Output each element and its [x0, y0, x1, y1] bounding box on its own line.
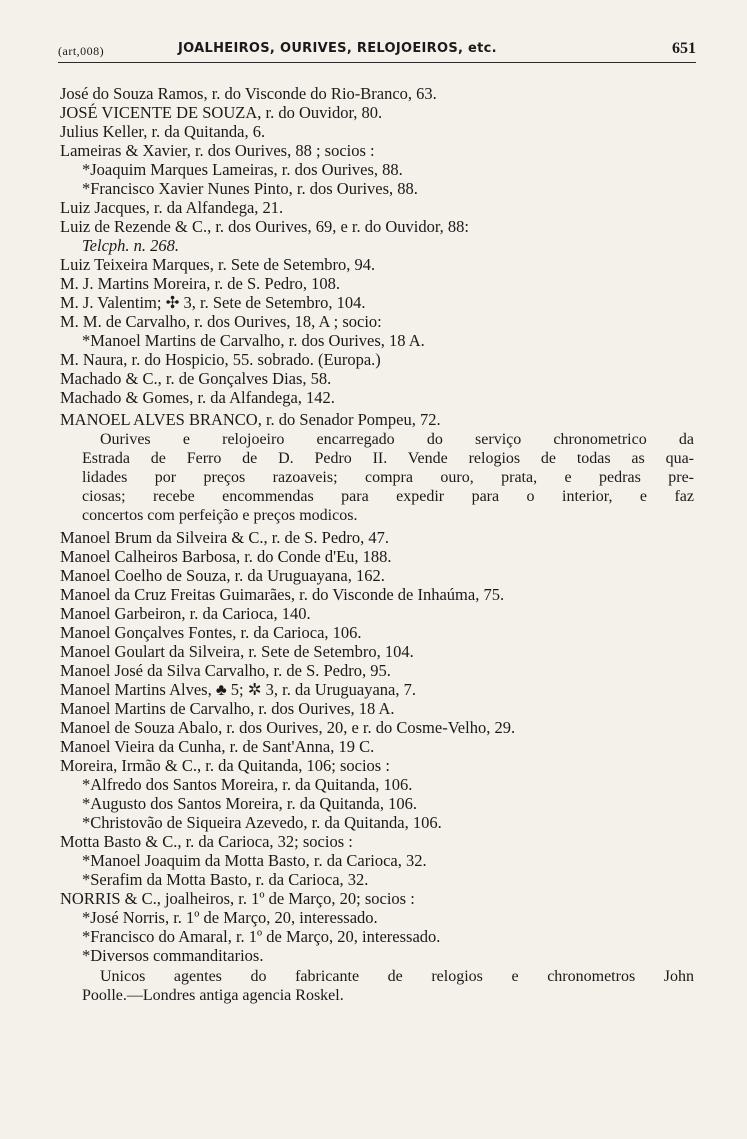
description-line: Estrada de Ferro de D. Pedro II. Vende relogios de todas as qua-	[82, 450, 694, 467]
partner-line: *Joaquim Marques Lameiras, r. dos Ourives, 88.	[82, 160, 403, 179]
description-line: ciosas; recebe encommendas para expedir para o interior, e faz	[82, 488, 694, 505]
partner-line: *Christovão de Siqueira Azevedo, r. da Quitanda, 106.	[82, 813, 442, 832]
entry-line: Manoel Calheiros Barbosa, r. do Conde d'Eu, 188.	[60, 547, 392, 566]
entry-line: Manoel Martins Alves, ♣ 5; ✲ 3, r. da Uruguayana, 7.	[60, 680, 416, 699]
entry-line: Manoel Garbeiron, r. da Carioca, 140.	[60, 604, 311, 623]
description-line: Ourives e relojoeiro encarregado do serviço chronometrico da	[100, 431, 694, 448]
entry-line: Manoel da Cruz Freitas Guimarães, r. do Visconde de Inhaúma, 75.	[60, 585, 505, 604]
entry-line: Manoel Martins de Carvalho, r. dos Ourives, 18 A.	[60, 699, 395, 718]
partner-line: *Serafim da Motta Basto, r. da Carioca, 32.	[82, 870, 369, 889]
entry-line: Machado & C., r. de Gonçalves Dias, 58.	[60, 369, 332, 388]
entry-line: Moreira, Irmão & C., r. da Quitanda, 106; socios :	[60, 756, 390, 775]
partner-line: *Francisco Xavier Nunes Pinto, r. dos Ourives, 88.	[82, 179, 418, 198]
entry-line: José do Souza Ramos, r. do Visconde do Rio-Branco, 63.	[60, 84, 437, 103]
entry-line: Luiz Teixeira Marques, r. Sete de Setembro, 94.	[60, 255, 376, 274]
partner-line: *Augusto dos Santos Moreira, r. da Quitanda, 106.	[82, 794, 418, 813]
header-section-mark: (art,008)	[58, 44, 105, 58]
entry-line: Manoel Brum da Silveira & C., r. de S. Pedro, 47.	[60, 528, 390, 547]
entry-line: Julius Keller, r. da Quitanda, 6.	[60, 122, 266, 141]
entry-line: Luiz Jacques, r. da Alfandega, 21.	[60, 198, 284, 217]
entry-line: Manoel Goulart da Silveira, r. Sete de Setembro, 104.	[60, 642, 414, 661]
telephone-line: Telcph. n. 268.	[82, 236, 180, 255]
entry-line: Luiz de Rezende & C., r. dos Ourives, 69, e r. do Ouvidor, 88:	[60, 217, 470, 236]
entry-line: MANOEL ALVES BRANCO, r. do Senador Pompeu, 72.	[60, 410, 441, 429]
entry-line: Manoel de Souza Abalo, r. dos Ourives, 20, e r. do Cosme-Velho, 29.	[60, 718, 516, 737]
entry-line: M. M. de Carvalho, r. dos Ourives, 18, A ; socio:	[60, 312, 382, 331]
entry-line: NORRIS & C., joalheiros, r. 1º de Março, 20; socios :	[60, 889, 415, 908]
entry-line: Machado & Gomes, r. da Alfandega, 142.	[60, 388, 335, 407]
header-title: JOALHEIROS, OURIVES, RELOJOEIROS, etc.	[178, 41, 497, 56]
entry-line: JOSÉ VICENTE DE SOUZA, r. do Ouvidor, 80.	[60, 103, 383, 122]
entry-line: Manoel Gonçalves Fontes, r. da Carioca, 106.	[60, 623, 362, 642]
description-line: Poolle.—Londres antiga agencia Roskel.	[82, 987, 344, 1004]
partner-line: *Diversos commanditarios.	[82, 946, 264, 965]
partner-line: *Alfredo dos Santos Moreira, r. da Quitanda, 106.	[82, 775, 413, 794]
description-line: Unicos agentes do fabricante de relogios e chronometros John	[100, 968, 694, 985]
entry-line: M. J. Valentim; ✣ 3, r. Sete de Setembro, 104.	[60, 293, 366, 312]
partner-line: *Francisco do Amaral, r. 1º de Março, 20, interessado.	[82, 927, 441, 946]
entry-line: M. J. Martins Moreira, r. de S. Pedro, 108.	[60, 274, 341, 293]
description-line: concertos com perfeição e preços modicos.	[82, 507, 358, 524]
entry-line: M. Naura, r. do Hospicio, 55. sobrado. (Europa.)	[60, 350, 381, 369]
entry-line: Manoel José da Silva Carvalho, r. de S. Pedro, 95.	[60, 661, 391, 680]
entry-line: Lameiras & Xavier, r. dos Ourives, 88 ; socios :	[60, 141, 375, 160]
partner-line: *Manoel Joaquim da Motta Basto, r. da Carioca, 32.	[82, 851, 427, 870]
partner-line: *Manoel Martins de Carvalho, r. dos Ourives, 18 A.	[82, 331, 425, 350]
description-line: lidades por preços razoaveis; compra ouro, prata, e pedras pre-	[82, 469, 694, 486]
entry-line: Motta Basto & C., r. da Carioca, 32; socios :	[60, 832, 353, 851]
running-header	[58, 38, 696, 63]
page-number: 651	[672, 40, 696, 57]
entry-line: Manoel Vieira da Cunha, r. de Sant'Anna, 19 C.	[60, 737, 375, 756]
partner-line: *José Norris, r. 1º de Março, 20, interessado.	[82, 908, 378, 927]
entry-line: Manoel Coelho de Souza, r. da Uruguayana, 162.	[60, 566, 385, 585]
